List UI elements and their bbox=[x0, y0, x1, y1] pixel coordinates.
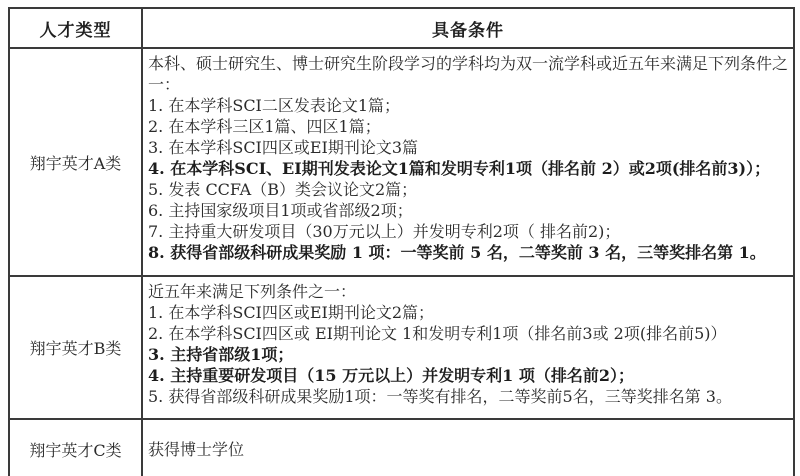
talent-type-cell bbox=[9, 276, 142, 419]
talent-table bbox=[8, 7, 795, 476]
table-row bbox=[9, 276, 794, 419]
conditions-cell bbox=[142, 48, 794, 276]
condition-line: 2. 在本学科SCI四区或 EI期刊论文 1和发明专利1项（排名前3或 2项(排名前5)） bbox=[148, 324, 727, 343]
condition-line: 8. 获得省部级科研成果奖励 1 项：一等奖前 5 名，二等奖前 3 名，三等奖排名第 1。 bbox=[148, 243, 766, 262]
condition-line: 1. 在本学科SCI二区发表论文1篇； bbox=[148, 96, 401, 115]
talent-type-label: 翔宇英才A类 bbox=[29, 153, 122, 173]
conditions-cell bbox=[142, 419, 794, 476]
talent-type-cell bbox=[9, 419, 142, 476]
condition-line: 2. 在本学科三区1篇、四区1篇； bbox=[148, 117, 381, 136]
header-talent-type: 人才类型 bbox=[9, 8, 142, 48]
header-conditions: 具备条件 bbox=[142, 8, 794, 48]
condition-line: 4. 在本学科SCI、EI期刊发表论文1篇和发明专利1项（排名前 2）或2项(排名前3)）； bbox=[148, 159, 771, 178]
conditions-cell bbox=[142, 276, 794, 419]
condition-line: 近五年来满足下列条件之一： bbox=[148, 282, 357, 301]
condition-line: 5. 发表 CCFA（B）类会议论文2篇； bbox=[148, 180, 418, 199]
table-row bbox=[9, 48, 794, 276]
condition-line: 5. 获得省部级科研成果奖励1项：一等奖有排名，二等奖前5名，三等奖排名第 3。 bbox=[148, 387, 732, 406]
table-row bbox=[9, 419, 794, 476]
table-body bbox=[9, 48, 794, 476]
condition-line: 3. 主持省部级1项； bbox=[148, 345, 294, 364]
condition-line: 本科、硕士研究生、博士研究生阶段学习的学科均为双一流学科或近五年来满足下列条件之一： bbox=[148, 54, 789, 94]
talent-type-label: 翔宇英才B类 bbox=[29, 339, 122, 358]
condition-line: 4. 主持重要研发项目（15 万元以上）并发明专利1 项（排名前2）； bbox=[148, 366, 634, 385]
condition-line: 6. 主持国家级项目1项或省部级2项； bbox=[148, 201, 413, 220]
header-row bbox=[9, 8, 794, 48]
condition-line: 1. 在本学科SCI四区或EI期刊论文2篇； bbox=[148, 303, 435, 322]
talent-type-cell bbox=[9, 48, 142, 276]
condition-line: 7. 主持重大研发项目（30万元以上）并发明专利2项（ 排名前2)； bbox=[148, 222, 621, 241]
condition-line: 3. 在本学科SCI四区或EI期刊论文3篇 bbox=[148, 138, 419, 157]
condition-line: 获得博士学位 bbox=[148, 439, 245, 459]
talent-type-label: 翔宇英才C类 bbox=[29, 440, 122, 460]
